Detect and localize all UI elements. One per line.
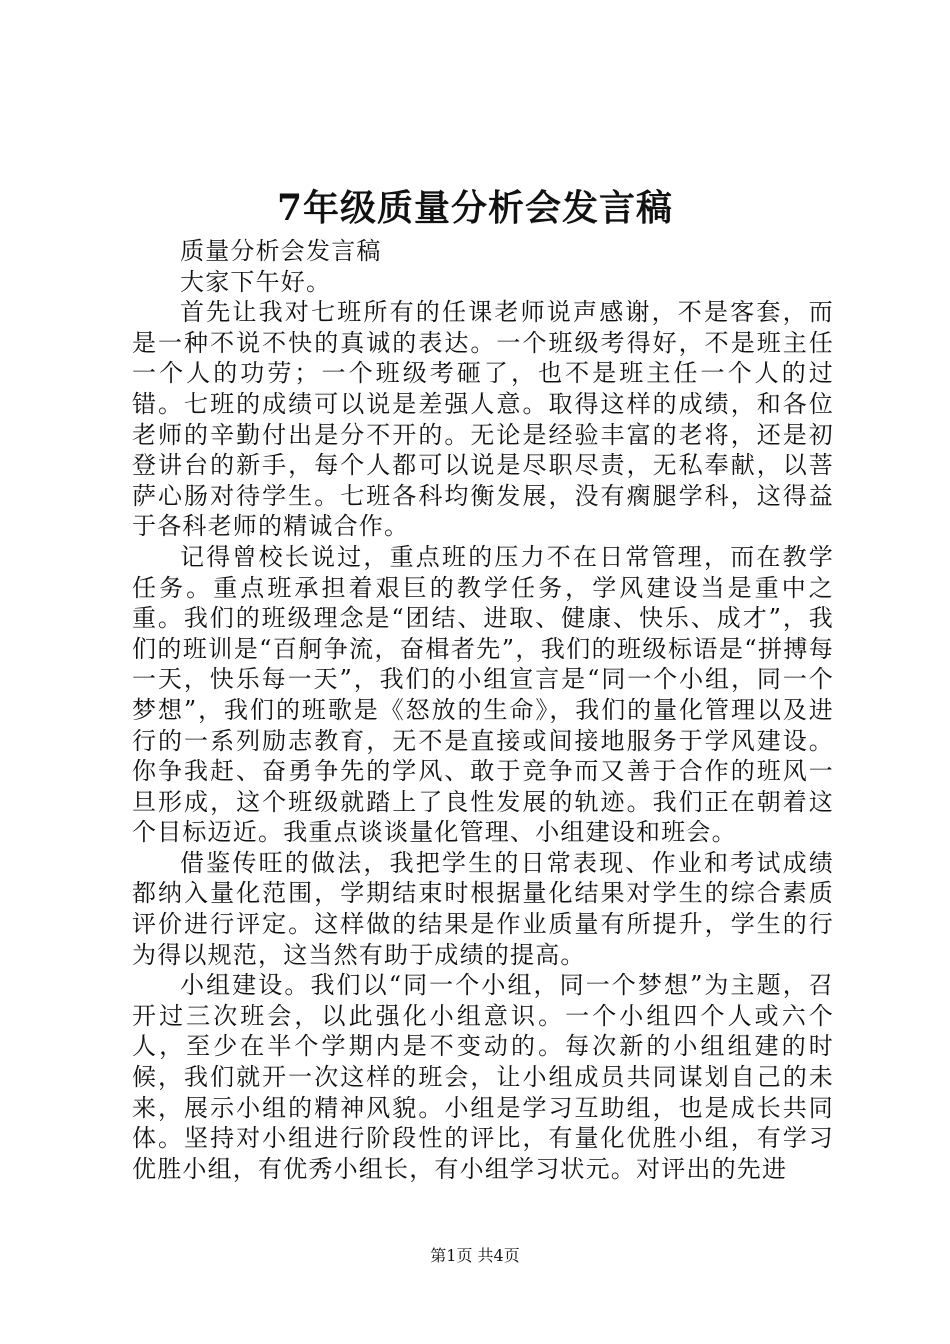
document-body	[132, 236, 834, 1184]
page-number-footer: 第1页 共4页	[430, 1246, 520, 1265]
paragraph-heading: 质量分析会发言稿	[180, 237, 382, 265]
paragraph-greeting: 大家下午好。	[180, 267, 332, 296]
paragraph: 记得曾校长说过，重点班的压力不在日常管理，而在教学任务。重点班承担着艰巨的教学任务，学风建设当是重中之重。我们的班级理念是“团结、进取、健康、快乐、成才”，我们的班训是“百舸争流，奋楫者先”，我们的班级标语是“拼搏每一天，快乐每一天”，我们的小组宣言是“同一个小组，同一个梦想”，我们的班歌是《怒放的生命》，我们的量化管理以及进行的一系列励志教育，无不是直接或间接地服务于学风建设。你争我赶、奋勇争先的学风、敢于竞争而又善于合作的班风一旦形成，这个班级就踏上了良性发展的轨迹。我们正在朝着这个目标迈近。我重点谈谈量化管理、小组建设和班会。	[132, 542, 834, 847]
document-title: 7年级质量分析会发言稿	[276, 187, 674, 229]
paragraph: 借鉴传旺的做法，我把学生的日常表现、作业和考试成绩都纳入量化范围，学期结束时根据量化结果对学生的综合素质评价进行评定。这样做的结果是作业质量有所提升，学生的行为得以规范，这当然有助于成绩的提高。	[132, 848, 834, 969]
paragraph: 首先让我对七班所有的任课老师说声感谢，不是客套，而是一种不说不快的真诚的表达。一个班级考得好，不是班主任一个人的功劳；一个班级考砸了，也不是班主任一个人的过错。七班的成绩可以说是差强人意。取得这样的成绩，和各位老师的辛勤付出是分不开的。无论是经验丰富的老将，还是初登讲台的新手，每个人都可以说是尽职尽责，无私奉献，以菩萨心肠对待学生。七班各科均衡发展，没有瘸腿学科，这得益于各科老师的精诚合作。	[132, 298, 834, 541]
paragraph: 小组建设。我们以“同一个小组，同一个梦想”为主题，召开过三次班会，以此强化小组意识。一个小组四个人或六个人，至少在半个学期内是不变动的。每次新的小组组建的时候，我们就开一次这样的班会，让小组成员共同谋划自己的未来，展示小组的精神风貌。小组是学习互助组，也是成长共同体。坚持对小组进行阶段性的评比，有量化优胜小组，有学习优胜小组，有优秀小组长，有小组学习状元。对评出的先进	[132, 971, 834, 1183]
